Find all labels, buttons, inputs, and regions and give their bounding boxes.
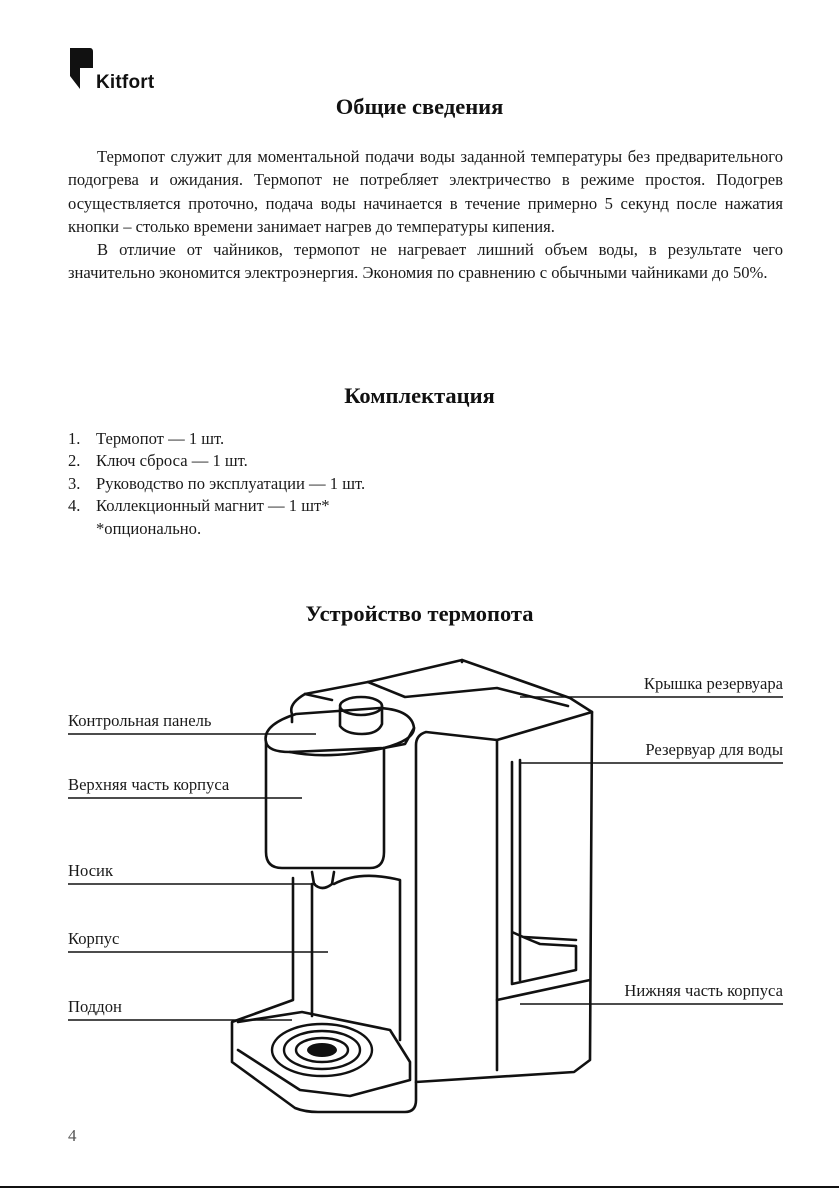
brand-name: Kitfort	[96, 72, 155, 93]
upper-head-outline	[266, 742, 384, 868]
section-title-device: Устройство термопота	[305, 601, 534, 626]
list-item	[68, 428, 365, 450]
list-item	[68, 473, 365, 495]
list-item-number: 1.	[68, 429, 81, 448]
page-bottom-divider	[0, 1186, 839, 1188]
list-item-text: Термопот — 1 шт.	[96, 429, 225, 448]
label-upper-body: Верхняя часть корпуса	[68, 775, 230, 794]
list-item-number: 4.	[68, 496, 81, 516]
list-item	[68, 495, 365, 517]
tray-drain-icon	[307, 1043, 337, 1057]
spout-outline	[312, 872, 334, 888]
label-control-panel: Контрольная панель	[68, 711, 212, 730]
general-text	[68, 145, 783, 285]
water-window-outline	[512, 762, 576, 984]
label-tray: Поддон	[68, 997, 122, 1016]
label-lower-body: Нижняя часть корпуса	[624, 981, 783, 1000]
label-tank-lid: Крышка резервуара	[643, 674, 783, 693]
page-number: 4	[68, 1126, 77, 1145]
section-title-kit: Комплектация	[344, 383, 495, 408]
label-spout: Носик	[68, 861, 114, 880]
list-item	[68, 450, 365, 472]
list-item-text: Руководство по эксплуатации — 1 шт.	[96, 473, 366, 493]
label-water-tank: Резервуар для воды	[645, 740, 783, 759]
general-paragraph: В отличие от чайников, термопот не нагревает лишний объем воды, в результате чего значительно экономится электроэнергия. Экономия по сравнению с обычными чайниками до 50%.	[68, 240, 783, 283]
list-item-number: 2.	[68, 451, 81, 471]
kitfort-logo-icon	[68, 46, 94, 92]
list-item-number: 3.	[68, 473, 81, 493]
general-paragraph: Термопот служит для моментальной подачи воды заданной температуры без предварительного подогрева и ожидания. Термопот не потребляет электричество в режиме простоя. Подогрев осуществляется проточно, подача воды начинается в течение примерно 5 секунд после нажатия кнопки – столько времени занимает нагрев до температуры кипения.	[68, 147, 783, 236]
kit-list	[68, 428, 365, 540]
list-item-text: Ключ сброса — 1 шт.	[96, 451, 248, 471]
kit-footnote: *опционально.	[96, 518, 202, 538]
section-title-general: Общие сведения	[335, 94, 504, 119]
label-body: Корпус	[68, 929, 120, 948]
list-item-text: Коллекционный магнит — 1 шт*	[96, 496, 330, 516]
